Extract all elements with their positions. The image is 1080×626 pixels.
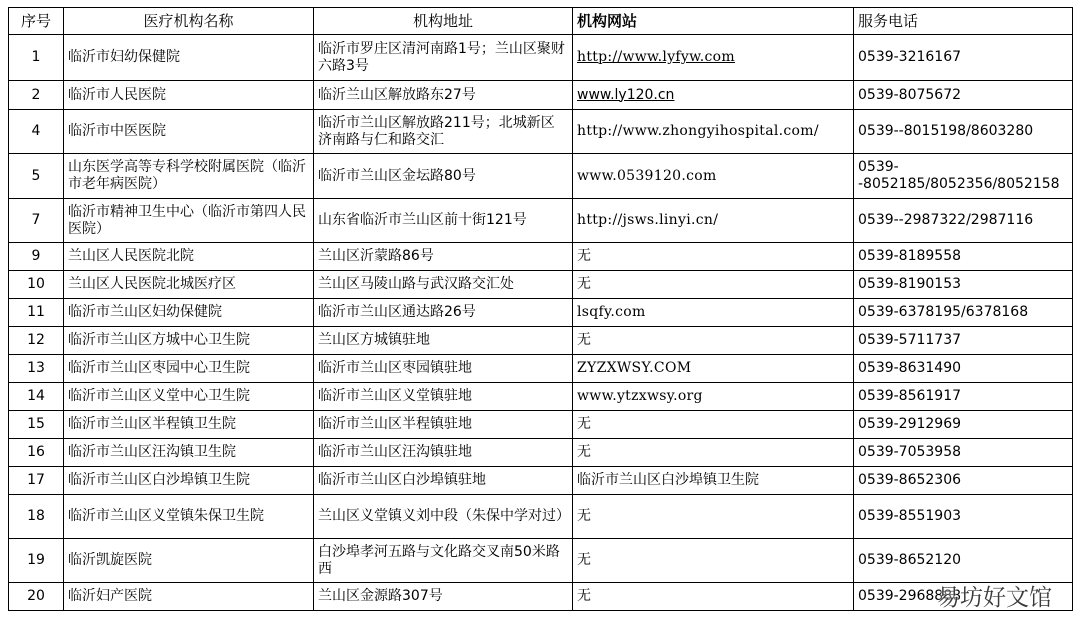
cell-seq: 15 xyxy=(9,411,64,439)
cell-name: 临沂市人民医院 xyxy=(64,81,314,110)
table-row xyxy=(9,81,1073,110)
cell-website: 无 xyxy=(573,495,854,539)
table-row xyxy=(9,199,1073,243)
hospital-table xyxy=(8,7,1073,611)
cell-website: 无 xyxy=(573,243,854,271)
cell-address: 山东省临沂市兰山区前十街121号 xyxy=(314,199,573,243)
cell-seq: 11 xyxy=(9,299,64,327)
cell-name: 临沂市兰山区义堂镇朱保卫生院 xyxy=(64,495,314,539)
cell-address: 临沂市兰山区半程镇驻地 xyxy=(314,411,573,439)
cell-name: 临沂市兰山区白沙埠镇卫生院 xyxy=(64,467,314,495)
cell-website: 无 xyxy=(573,271,854,299)
cell-phone: 0539-5711737 xyxy=(854,327,1073,355)
table-row xyxy=(9,539,1073,583)
cell-name: 临沂市妇幼保健院 xyxy=(64,35,314,81)
cell-phone: 0539-2912969 xyxy=(854,411,1073,439)
cell-seq: 19 xyxy=(9,539,64,583)
cell-phone: 0539-8551903 xyxy=(854,495,1073,539)
cell-phone: 0539-8652120 xyxy=(854,539,1073,583)
cell-website: 无 xyxy=(573,583,854,611)
table-row xyxy=(9,355,1073,383)
cell-website: 无 xyxy=(573,327,854,355)
cell-website[interactable] xyxy=(573,81,854,110)
cell-address: 白沙埠孝河五路与文化路交叉南50米路西 xyxy=(314,539,573,583)
cell-name: 临沂妇产医院 xyxy=(64,583,314,611)
cell-address: 临沂市兰山区枣园镇驻地 xyxy=(314,355,573,383)
cell-name: 临沂市兰山区方城中心卫生院 xyxy=(64,327,314,355)
cell-phone: 0539-8561917 xyxy=(854,383,1073,411)
cell-phone: 0539-8189558 xyxy=(854,243,1073,271)
cell-phone: 0539-3216167 xyxy=(854,35,1073,81)
watermark: 易坊好文馆 xyxy=(937,585,1052,611)
table-header-row xyxy=(9,8,1073,35)
cell-address: 临沂市兰山区汪沟镇驻地 xyxy=(314,439,573,467)
cell-phone: 0539--8015198/8603280 xyxy=(854,110,1073,154)
cell-website: 无 xyxy=(573,411,854,439)
website-link[interactable]: http://www.lyfyw.com xyxy=(577,49,735,65)
cell-address: 兰山区方城镇驻地 xyxy=(314,327,573,355)
cell-name: 临沂市兰山区半程镇卫生院 xyxy=(64,411,314,439)
cell-phone: 0539-2968888 xyxy=(854,583,1073,611)
cell-phone: 0539-7053958 xyxy=(854,439,1073,467)
cell-website: http://jsws.linyi.cn/ xyxy=(573,199,854,243)
cell-name: 临沂市精神卫生中心（临沂市第四人民医院） xyxy=(64,199,314,243)
table-row xyxy=(9,439,1073,467)
table-row xyxy=(9,583,1073,611)
cell-phone: 0539-8652306 xyxy=(854,467,1073,495)
cell-name: 兰山区人民医院北城医疗区 xyxy=(64,271,314,299)
cell-seq: 17 xyxy=(9,467,64,495)
cell-seq: 12 xyxy=(9,327,64,355)
cell-address: 兰山区金源路307号 xyxy=(314,583,573,611)
cell-phone: 0539-8631490 xyxy=(854,355,1073,383)
cell-address: 临沂市兰山区金坛路80号 xyxy=(314,154,573,199)
cell-phone: 0539-8190153 xyxy=(854,271,1073,299)
cell-name: 临沂市兰山区枣园中心卫生院 xyxy=(64,355,314,383)
table-row xyxy=(9,411,1073,439)
cell-seq: 7 xyxy=(9,199,64,243)
cell-seq: 14 xyxy=(9,383,64,411)
header-seq: 序号 xyxy=(9,8,64,35)
cell-address: 临沂市兰山区通达路26号 xyxy=(314,299,573,327)
cell-name: 临沂市兰山区义堂中心卫生院 xyxy=(64,383,314,411)
cell-address: 兰山区沂蒙路86号 xyxy=(314,243,573,271)
cell-name: 临沂市兰山区妇幼保健院 xyxy=(64,299,314,327)
table-row xyxy=(9,467,1073,495)
cell-address: 临沂市兰山区义堂镇驻地 xyxy=(314,383,573,411)
cell-name: 山东医学高等专科学校附属医院（临沂市老年病医院） xyxy=(64,154,314,199)
cell-address: 兰山区义堂镇义刘中段（朱保中学对过） xyxy=(314,495,573,539)
website-link[interactable]: www.ly120.cn xyxy=(577,86,675,103)
header-phone: 服务电话 xyxy=(854,8,1073,35)
cell-website[interactable] xyxy=(573,35,854,81)
table-row xyxy=(9,327,1073,355)
cell-name: 临沂市中医医院 xyxy=(64,110,314,154)
cell-phone: 0539-6378195/6378168 xyxy=(854,299,1073,327)
table-row xyxy=(9,495,1073,539)
cell-seq: 13 xyxy=(9,355,64,383)
cell-address: 兰山区马陵山路与武汉路交汇处 xyxy=(314,271,573,299)
cell-seq: 4 xyxy=(9,110,64,154)
header-name: 医疗机构名称 xyxy=(64,8,314,35)
cell-website: 临沂市兰山区白沙埠镇卫生院 xyxy=(573,467,854,495)
cell-address: 临沂市罗庄区清河南路1号；兰山区聚财六路3号 xyxy=(314,35,573,81)
table-row xyxy=(9,243,1073,271)
cell-phone: 0539--8052185/8052356/8052158 xyxy=(854,154,1073,199)
table-row xyxy=(9,35,1073,81)
table-row xyxy=(9,299,1073,327)
cell-name: 兰山区人民医院北院 xyxy=(64,243,314,271)
cell-seq: 5 xyxy=(9,154,64,199)
cell-address: 临沂市兰山区解放路211号；北城新区济南路与仁和路交汇 xyxy=(314,110,573,154)
cell-phone: 0539--2987322/2987116 xyxy=(854,199,1073,243)
table-row xyxy=(9,110,1073,154)
cell-website: http://www.zhongyihospital.com/ xyxy=(573,110,854,154)
cell-seq: 10 xyxy=(9,271,64,299)
cell-website: lsqfy.com xyxy=(573,299,854,327)
cell-address: 临沂兰山区解放路东27号 xyxy=(314,81,573,110)
cell-seq: 9 xyxy=(9,243,64,271)
cell-seq: 16 xyxy=(9,439,64,467)
cell-phone: 0539-8075672 xyxy=(854,81,1073,110)
cell-website: www.0539120.com xyxy=(573,154,854,199)
cell-website: ZYZXWSY.COM xyxy=(573,355,854,383)
table-row xyxy=(9,154,1073,199)
cell-name: 临沂凯旋医院 xyxy=(64,539,314,583)
table-row xyxy=(9,383,1073,411)
cell-seq: 2 xyxy=(9,81,64,110)
header-address: 机构地址 xyxy=(314,8,573,35)
cell-seq: 18 xyxy=(9,495,64,539)
table-row xyxy=(9,271,1073,299)
cell-website: www.ytzxwsy.org xyxy=(573,383,854,411)
cell-name: 临沂市兰山区汪沟镇卫生院 xyxy=(64,439,314,467)
cell-website: 无 xyxy=(573,539,854,583)
cell-website: 无 xyxy=(573,439,854,467)
cell-seq: 20 xyxy=(9,583,64,611)
cell-address: 临沂市兰山区白沙埠镇驻地 xyxy=(314,467,573,495)
cell-seq: 1 xyxy=(9,35,64,81)
header-website: 机构网站 xyxy=(573,8,854,35)
